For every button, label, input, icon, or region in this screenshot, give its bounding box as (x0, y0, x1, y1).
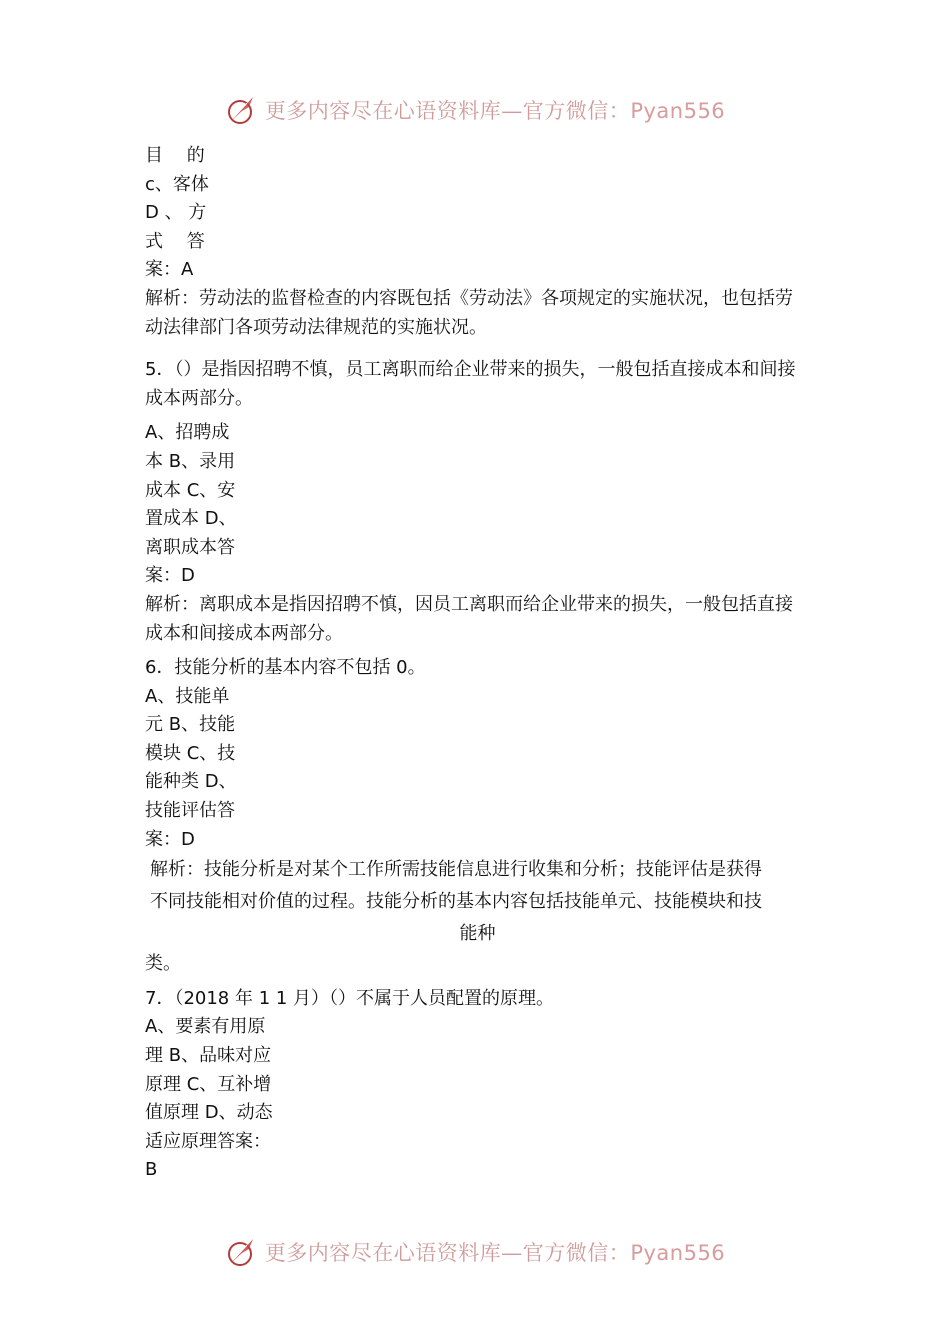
watermark-wechat-id: Pyan556 (630, 1241, 726, 1265)
option-line: A、要素有用原 (145, 1016, 266, 1038)
analysis-line: 不同技能相对价值的过程。技能分析的基本内容包括技能单元、技能模块和技 (150, 891, 762, 913)
option-line: 技能评估答 (145, 800, 235, 822)
analysis-paragraph: 解析：离职成本是指因招聘不慎，因员工离职而给企业带来的损失，一般包括直接成本和间接成本两部分。 (145, 593, 793, 644)
analysis-line: 能种 (459, 923, 496, 945)
quill-logo-icon (225, 1235, 259, 1269)
answer-line: 案：D (145, 828, 195, 850)
option-line: 离职成本答 (145, 536, 235, 558)
analysis-line: 类。 (145, 953, 181, 975)
option-line: 本 B、录用 (145, 450, 236, 472)
option-line: 置成本 D、 (145, 508, 237, 530)
watermark-footer (0, 1232, 950, 1272)
option-line: 能种类 D、 (145, 771, 237, 793)
question-7: 7．（2018 年 1 1 月）（）不属于人员配置的原理。 (145, 987, 555, 1009)
option-line: 元 B、技能 (145, 714, 236, 736)
option-line: 适应原理答案： (145, 1130, 271, 1152)
option-line: 值原理 D、动态 (145, 1102, 273, 1124)
text-line: 式 答 (145, 230, 205, 252)
option-line: 成本 C、安 (145, 479, 236, 501)
analysis-line: 解析：技能分析是对某个工作所需技能信息进行收集和分析；技能评估是获得 (150, 859, 762, 881)
answer-line: 案：D (145, 565, 195, 587)
text-line: D 、 方 (145, 202, 207, 224)
watermark-text: 更多内容尽在心语资料库—官方微信：Pyan556 (264, 99, 726, 123)
document-body (145, 142, 810, 1185)
quill-logo-icon (225, 93, 259, 127)
question-5: 5．（）是指因招聘不慎，员工离职而给企业带来的损失，一般包括直接成本和间接成本两部分。 (145, 359, 796, 409)
answer-line: B (145, 1159, 158, 1181)
option-line: 原理 C、互补增 (145, 1073, 272, 1095)
question-6: 6．技能分析的基本内容不包括 0。 (145, 657, 426, 679)
text-line: c、客体 (145, 173, 209, 195)
option-line: A、招聘成 (145, 422, 230, 444)
option-line: 模块 C、技 (145, 742, 236, 764)
watermark-text: 更多内容尽在心语资料库—官方微信：Pyan556 (264, 1241, 726, 1265)
watermark-wechat-id: Pyan556 (630, 99, 726, 123)
watermark-header (0, 90, 950, 130)
text-line: 目 的 (145, 145, 205, 166)
analysis-paragraph: 解析：劳动法的监督检查的内容既包括《劳动法》各项规定的实施状况，也包括劳动法律部门各项劳动法律规范的实施状况。 (145, 287, 793, 338)
option-line: 理 B、品味对应 (145, 1045, 272, 1067)
option-line: A、技能单 (145, 685, 230, 707)
answer-line: 案：A (145, 259, 194, 281)
